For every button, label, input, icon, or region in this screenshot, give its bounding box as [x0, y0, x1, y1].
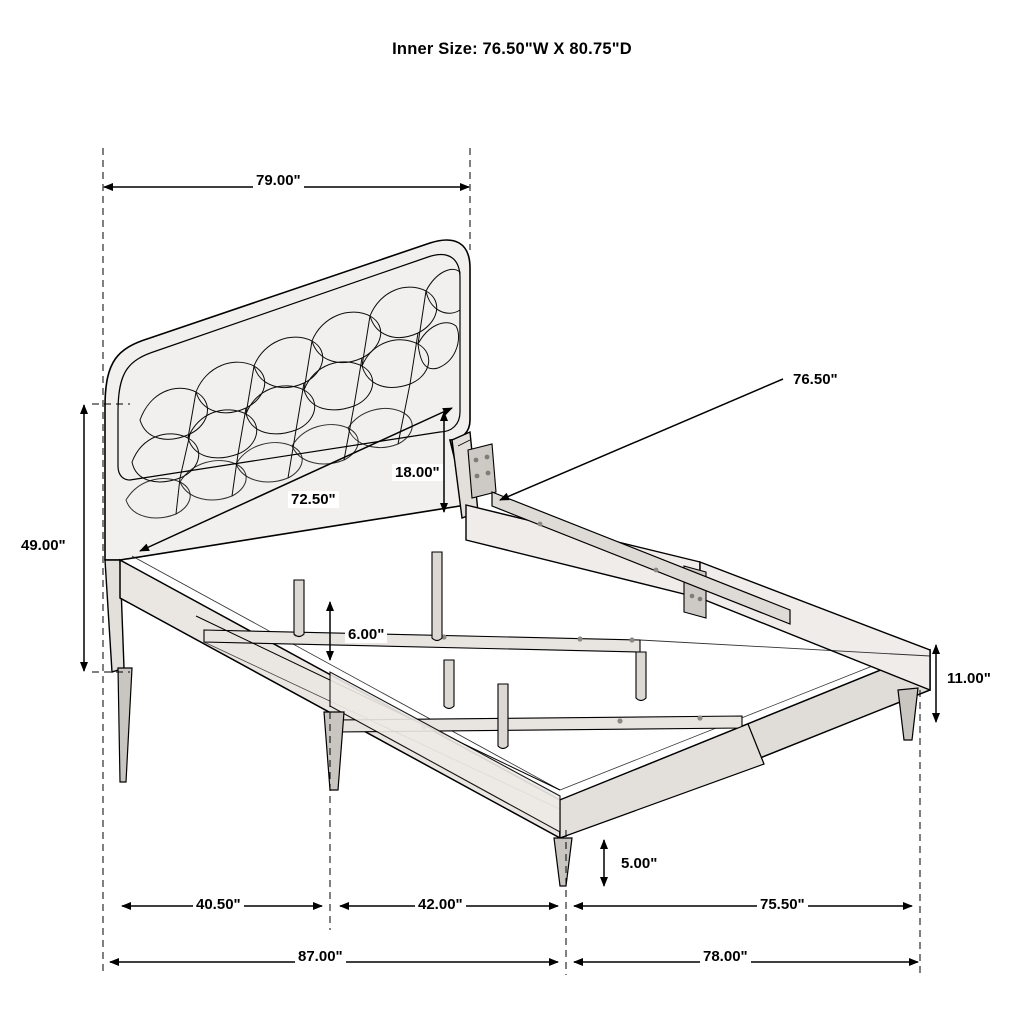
- dim-label-slat-clearance: 6.00": [345, 626, 387, 643]
- dim-label-footprint-left: 40.50": [193, 896, 244, 913]
- dim-label-footprint-right: 75.50": [757, 896, 808, 913]
- dim-label-headboard-top-rail: 18.00": [392, 464, 443, 481]
- dim-label-headboard-height: 49.00": [18, 537, 69, 554]
- dim-label-rail-height: 11.00": [944, 670, 994, 687]
- dim-label-headboard-width: 72.50": [288, 491, 339, 508]
- dim-label-inner-width: 76.50": [790, 371, 841, 388]
- extension-lines: [92, 148, 920, 975]
- dim-label-overall-left: 87.00": [295, 948, 346, 965]
- page-title: Inner Size: 76.50"W X 80.75"D: [392, 40, 632, 58]
- bed-illustration: [84, 148, 936, 975]
- dimension-lines: [84, 187, 936, 962]
- dim-label-overall-right: 78.00": [700, 948, 751, 965]
- dim-label-leg-height: 5.00": [618, 855, 660, 872]
- dim-label-width-top: 79.00": [253, 172, 304, 189]
- dim-label-footprint-mid: 42.00": [415, 896, 466, 913]
